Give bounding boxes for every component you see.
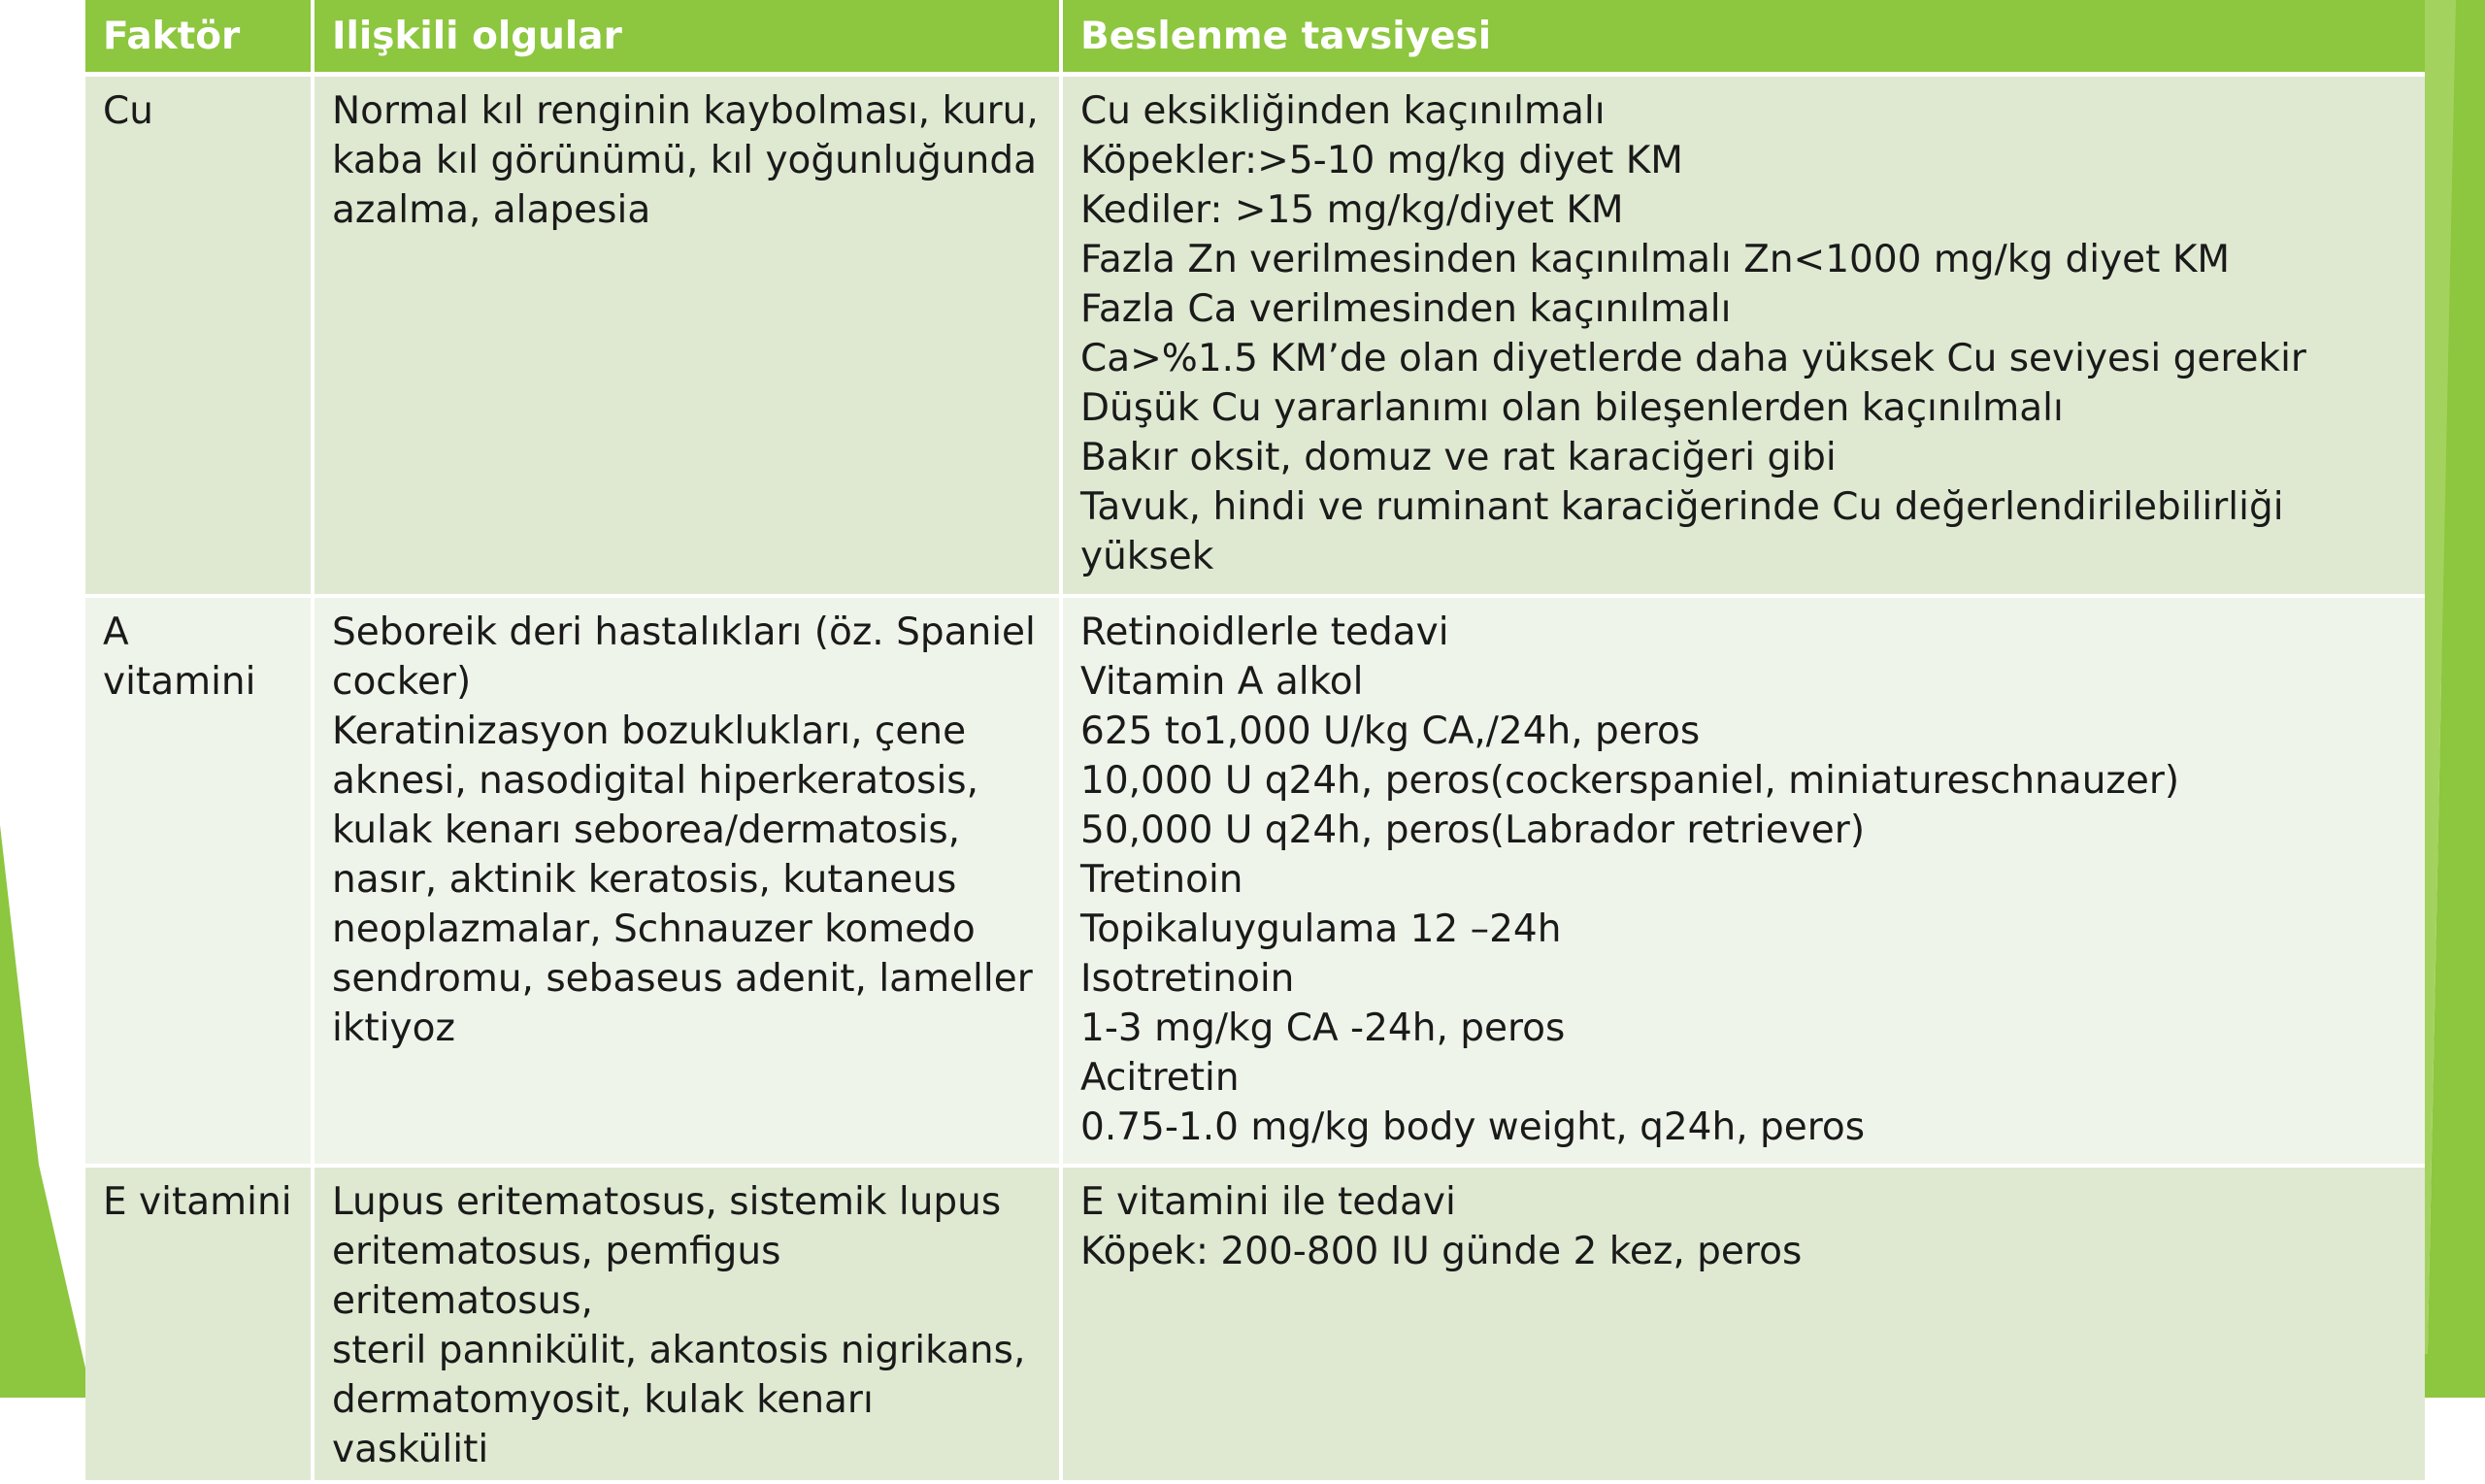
left-accent-shape: [0, 825, 92, 1398]
cell-nutrition-advice: Cu eksikliğinden kaçınılmalı Köpekler:>5-10 mg/kg diyet KM Kediler: >15 mg/kg/diyet KM Fazla Zn verilmesinden kaçınılmalı Zn<1000 mg/kg diyet KM Fazla Ca verilmesinden kaçınılmalı Ca>%1.5 KM’de olan diyetlerde daha yüksek Cu seviyesi gerekir Düşük Cu yararlanımı olan bileşenlerden kaçınılmalı Bakır oksit, domuz ve rat karaciğeri gibi Tavuk, hindi ve ruminant karaciğerinde Cu değerlendirilebilirliği yüksek: [1061, 75, 2425, 596]
header-nutrition-advice: Beslenme tavsiyesi: [1061, 0, 2425, 75]
cell-factor: Cu: [85, 75, 313, 596]
cell-related-cases: Seboreik deri hastalıkları (öz. Spaniel cocker) Keratinizasyon bozuklukları, çene aknesi, nasodigital hiperkeratosis, kulak kenarı seborea/dermatosis, nasır, aktinik keratosis, kutaneus neoplazmalar, Schnauzer komedo sendromu, sebaseus adenit, lameller iktiyoz: [313, 596, 1061, 1166]
cell-factor: E vitamini: [85, 1166, 313, 1482]
header-related-cases: Ilişkili olgular: [313, 0, 1061, 75]
table-row-vitamin-e: [85, 1166, 2425, 1482]
table-row-vitamin-a: [85, 596, 2425, 1166]
cell-factor: A vitamini: [85, 596, 313, 1166]
cell-related-cases: Normal kıl renginin kaybolması, kuru, kaba kıl görünümü, kıl yoğunluğunda azalma, alapesia: [313, 75, 1061, 596]
cell-related-cases: Lupus eritematosus, sistemik lupus eritematosus, pemfigus eritematosus, steril pannikülit, akantosis nigrikans, dermatomyosit, kulak kenarı vasküliti: [313, 1166, 1061, 1482]
table-row-cu: [85, 75, 2425, 596]
cell-nutrition-advice: Retinoidlerle tedavi Vitamin A alkol 625 to1,000 U/kg CA,/24h, peros 10,000 U q24h, peros(cockerspaniel, miniatureschnauzer) 50,000 U q24h, peros(Labrador retriever) Tretinoin Topikaluygulama 12 –24h Isotretinoin 1-3 mg/kg CA -24h, peros Acitretin 0.75-1.0 mg/kg body weight, q24h, peros: [1061, 596, 2425, 1166]
header-factor: Faktör: [85, 0, 313, 75]
table-header-row: [85, 0, 2425, 75]
nutrition-table: [85, 0, 2425, 1484]
cell-nutrition-advice: E vitamini ile tedavi Köpek: 200-800 IU günde 2 kez, peros: [1061, 1166, 2425, 1482]
